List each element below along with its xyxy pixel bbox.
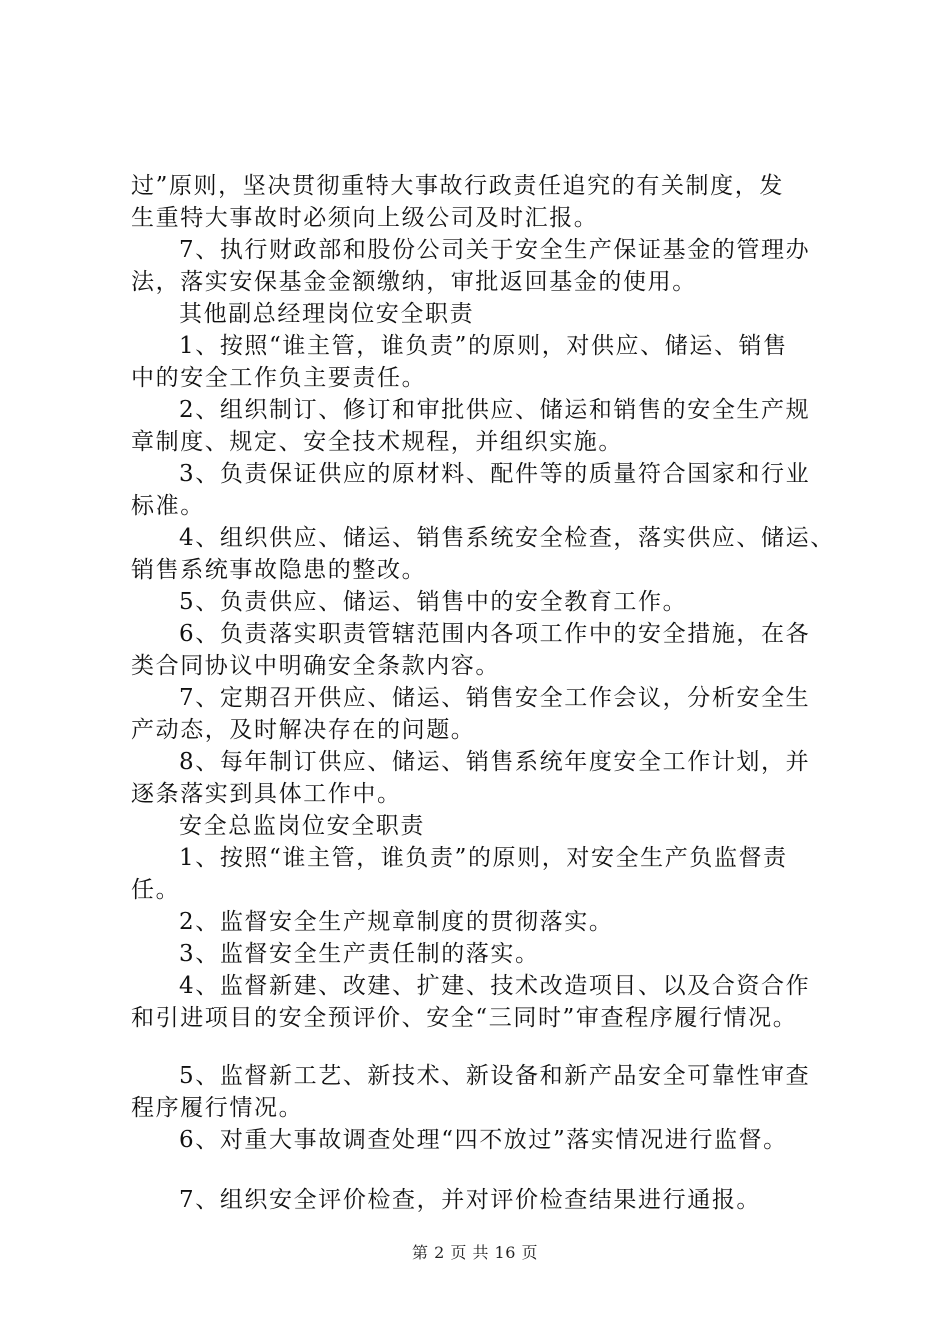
paragraph-gap <box>131 1034 851 1060</box>
text-line: 标准。 <box>131 493 205 519</box>
text-line: 3、负责保证供应的原材料、配件等的质量符合国家和行业 <box>179 461 811 487</box>
text-line: 2、组织制订、修订和审批供应、储运和销售的安全生产规 <box>179 397 811 423</box>
paragraph-gap <box>131 1156 851 1184</box>
text-line: 逐条落实到具体工作中。 <box>131 781 402 807</box>
text-line: 7、执行财政部和股份公司关于安全生产保证基金的管理办 <box>179 237 811 263</box>
text-line: 8、每年制订供应、储运、销售系统年度安全工作计划，并 <box>179 749 811 775</box>
text-line: 销售系统事故隐患的整改。 <box>131 557 427 583</box>
text-line: 2、监督安全生产规章制度的贯彻落实。 <box>179 909 614 935</box>
text-line: 6、负责落实职责管辖范围内各项工作中的安全措施，在各 <box>179 621 811 647</box>
text-line: 和引进项目的安全预评价、安全“三同时”审查程序履行情况。 <box>131 1005 798 1031</box>
text-line: 程序履行情况。 <box>131 1095 304 1121</box>
text-line: 1、按照“谁主管，谁负责”的原则，对安全生产负监督责 <box>179 845 788 871</box>
text-line: 中的安全工作负主要责任。 <box>131 365 427 391</box>
text-line: 7、组织安全评价检查，并对评价检查结果进行通报。 <box>179 1187 762 1213</box>
section-heading: 安全总监岗位安全职责 <box>179 813 425 839</box>
document-body <box>131 170 851 1216</box>
text-line: 5、监督新工艺、新技术、新设备和新产品安全可靠性审查 <box>179 1063 811 1089</box>
text-line: 法，落实安保基金金额缴纳，审批返回基金的使用。 <box>131 269 697 295</box>
text-line: 4、组织供应、储运、销售系统安全检查，落实供应、储运、 <box>179 525 835 551</box>
text-line: 3、监督安全生产责任制的落实。 <box>179 941 540 967</box>
text-line: 产动态，及时解决存在的问题。 <box>131 717 476 743</box>
text-line: 任。 <box>131 877 181 903</box>
text-line: 7、定期召开供应、储运、销售安全工作会议，分析安全生 <box>179 685 811 711</box>
text-line: 4、监督新建、改建、扩建、技术改造项目、以及合资合作 <box>179 973 811 999</box>
page-number-footer: 第 2 页 共 16 页 <box>412 1243 538 1262</box>
text-line: 1、按照“谁主管，谁负责”的原则，对供应、储运、销售 <box>179 333 788 359</box>
section-heading: 其他副总经理岗位安全职责 <box>179 301 475 327</box>
text-line: 生重特大事故时必须向上级公司及时汇报。 <box>131 205 599 231</box>
text-line: 过”原则，坚决贯彻重特大事故行政责任追究的有关制度，发 <box>131 173 784 199</box>
text-line: 5、负责供应、储运、销售中的安全教育工作。 <box>179 589 688 615</box>
text-line: 章制度、规定、安全技术规程，并组织实施。 <box>131 429 623 455</box>
text-line: 类合同协议中明确安全条款内容。 <box>131 653 500 679</box>
text-line: 6、对重大事故调查处理“四不放过”落实情况进行监督。 <box>179 1127 788 1153</box>
